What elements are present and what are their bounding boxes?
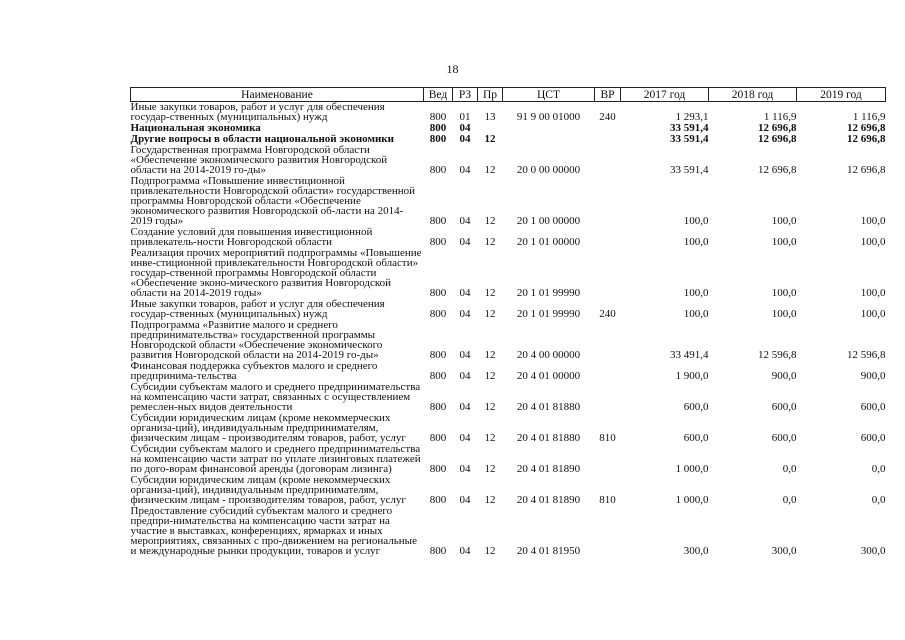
header-pr: Пр [478, 88, 503, 102]
table-row [131, 102, 886, 124]
row-pr: 12 [484, 287, 496, 299]
row-2018: 12 696,8 [758, 122, 797, 134]
row-vr [595, 227, 621, 248]
row-ved: 800 [429, 370, 447, 382]
row-cst: 20 1 01 99990 [516, 308, 581, 320]
row-pr: 12 [484, 401, 496, 413]
row-2018: 100,0 [771, 287, 797, 299]
row-cst: 20 4 01 81950 [516, 545, 581, 557]
header-name: Наименование [131, 88, 424, 102]
row-cst: 20 1 01 00000 [516, 236, 581, 248]
table-row [131, 248, 886, 299]
row-vr [595, 145, 621, 176]
table-row [131, 413, 886, 444]
row-cst: 20 4 01 81890 [516, 463, 581, 475]
row-ved: 800 [429, 122, 447, 134]
row-name: Субсидии субъектам малого и среднего предпринимательства на компенсацию части затрат, связанных с осуществлением ремеслен-ных видов деятельности [130, 381, 421, 413]
row-pr: 12 [484, 215, 496, 227]
row-name: Финансовая поддержка субъектов малого и среднего предпринима-тельства [130, 360, 378, 382]
header-row [131, 88, 886, 102]
row-rz: 04 [459, 545, 471, 557]
row-vr: 810 [599, 432, 616, 444]
row-name: Государственная программа Новгородской области «Обеспечение экономического развития Новгородской области на 2014-2019 го-ды» [130, 144, 388, 176]
row-cst [503, 134, 595, 145]
row-2018: 0,0 [782, 494, 797, 506]
table-row [131, 475, 886, 506]
row-2017: 100,0 [683, 215, 709, 227]
row-name: Другие вопросы в области национальной экономики [130, 133, 394, 145]
row-name: Иные закупки товаров, работ и услуг для обеспечения государ-ственных (муниципальных) нужд [130, 101, 385, 123]
row-ved: 800 [429, 133, 447, 145]
row-ved: 800 [429, 215, 447, 227]
row-rz: 04 [459, 494, 471, 506]
row-2019: 900,0 [860, 370, 886, 382]
row-rz: 04 [459, 287, 471, 299]
row-pr: 12 [484, 545, 496, 557]
row-2017: 1 900,0 [675, 370, 709, 382]
row-ved: 800 [429, 236, 447, 248]
row-2019: 100,0 [860, 287, 886, 299]
row-2017: 33 491,4 [670, 349, 709, 361]
row-pr: 12 [484, 432, 496, 444]
row-2018: 300,0 [771, 545, 797, 557]
row-ved: 800 [429, 494, 447, 506]
row-ved: 800 [429, 432, 447, 444]
row-2019: 100,0 [860, 308, 886, 320]
row-name: Национальная экономика [130, 122, 261, 134]
row-ved: 800 [429, 545, 447, 557]
row-2018: 100,0 [771, 215, 797, 227]
row-2017: 33 591,4 [670, 122, 709, 134]
row-ved: 800 [429, 349, 447, 361]
row-2019: 100,0 [860, 215, 886, 227]
row-pr: 12 [484, 370, 496, 382]
row-ved: 800 [429, 111, 447, 123]
row-2017: 100,0 [683, 308, 709, 320]
row-cst: 20 4 01 00000 [516, 370, 581, 382]
table-row [131, 506, 886, 557]
row-2017: 1 000,0 [675, 463, 709, 475]
row-ved: 800 [429, 401, 447, 413]
row-rz: 04 [459, 164, 471, 176]
row-pr: 12 [484, 308, 496, 320]
row-ved: 800 [429, 463, 447, 475]
header-rz: РЗ [453, 88, 478, 102]
header-2017: 2017 год [621, 88, 709, 102]
row-rz: 04 [459, 308, 471, 320]
table-row [131, 299, 886, 320]
row-2019: 1 116,9 [852, 111, 886, 123]
row-rz: 04 [459, 370, 471, 382]
row-2019: 100,0 [860, 236, 886, 248]
row-vr [595, 123, 621, 134]
row-2018: 12 696,8 [758, 164, 797, 176]
row-2017: 300,0 [683, 545, 709, 557]
row-vr [595, 361, 621, 382]
row-rz: 04 [459, 432, 471, 444]
row-ved: 800 [429, 308, 447, 320]
row-2017: 33 591,4 [670, 133, 709, 145]
row-2018: 12 696,8 [758, 133, 797, 145]
row-2019: 0,0 [871, 463, 886, 475]
table-row [131, 444, 886, 475]
row-2018: 600,0 [771, 432, 797, 444]
header-2019: 2019 год [797, 88, 886, 102]
row-vr [595, 134, 621, 145]
row-2019: 0,0 [871, 494, 886, 506]
row-2018: 12 596,8 [758, 349, 797, 361]
row-2017: 1 000,0 [675, 494, 709, 506]
row-ved: 800 [429, 164, 447, 176]
row-vr: 240 [599, 308, 616, 320]
row-rz: 04 [459, 463, 471, 475]
header-cst: ЦСТ [503, 88, 595, 102]
row-rz: 04 [459, 122, 471, 134]
row-pr: 12 [484, 133, 496, 145]
row-rz: 01 [459, 111, 471, 123]
row-ved: 800 [429, 287, 447, 299]
row-2018: 100,0 [771, 308, 797, 320]
row-pr: 12 [484, 349, 496, 361]
header-2018: 2018 год [709, 88, 797, 102]
row-vr [595, 248, 621, 299]
row-name: Предоставление субсидий субъектам малого и среднего предпри-нимательства на компенсацию части затрат на участие в выставках, конференциях, ярмарках и иных мероприятиях, связанных с про-движением на региональные и международные рынки продукции, товаров и услуг [130, 505, 417, 557]
row-pr: 13 [484, 111, 496, 123]
header-vr: ВР [595, 88, 621, 102]
row-name: Подпрограмма «Развитие малого и среднего предпринимательства» государственной программы Новгородской области «Обеспечение экономического развития Новгородской области на 2014-2019 го-ды» [130, 319, 383, 361]
row-name: Создание условий для повышения инвестиционной привлекатель-ности Новгородской области [130, 226, 373, 248]
row-name: Субсидии субъектам малого и среднего предпринимательства на компенсацию части затрат по уплате лизинговых платежей по дого-ворам финансовой аренды (договорам лизинга) [130, 443, 421, 475]
header-ved: Вед [424, 88, 453, 102]
table-row [131, 227, 886, 248]
row-2018: 600,0 [771, 401, 797, 413]
row-2019: 12 596,8 [847, 349, 886, 361]
row-2018: 1 116,9 [763, 111, 797, 123]
table-row [131, 361, 886, 382]
table-row [131, 382, 886, 413]
table-row [131, 320, 886, 361]
row-cst: 20 1 00 00000 [516, 215, 581, 227]
row-2018: 100,0 [771, 236, 797, 248]
row-cst: 91 9 00 01000 [516, 111, 581, 123]
row-vr: 810 [599, 494, 616, 506]
row-2018: 0,0 [782, 463, 797, 475]
row-rz: 04 [459, 401, 471, 413]
row-vr [595, 176, 621, 227]
row-pr: 12 [484, 164, 496, 176]
row-cst: 20 4 01 81880 [516, 432, 581, 444]
row-2017: 100,0 [683, 236, 709, 248]
page-number: 18 [446, 62, 459, 76]
row-2017: 100,0 [683, 287, 709, 299]
row-2018: 900,0 [771, 370, 797, 382]
row-vr [595, 320, 621, 361]
row-pr: 12 [484, 463, 496, 475]
row-cst: 20 4 00 00000 [516, 349, 581, 361]
row-name: Субсидии юридическим лицам (кроме некоммерческих организа-ций), индивидуальным предпринимателям, физическим лицам - производителям товаров, работ, услуг [130, 412, 406, 444]
table-row [131, 176, 886, 227]
row-cst: 20 0 00 00000 [516, 164, 581, 176]
row-2017: 600,0 [683, 401, 709, 413]
row-2019: 12 696,8 [847, 122, 886, 134]
row-2017: 1 293,1 [675, 111, 709, 123]
table-row [131, 145, 886, 176]
row-cst [503, 123, 595, 134]
row-cst: 20 4 01 81890 [516, 494, 581, 506]
row-vr: 240 [599, 111, 616, 123]
row-name: Подпрограмма «Повышение инвестиционной привлекательности Новгородской области» государственной программы Новгородской области «Обеспечение экономического развития Новгородской об-ласти на 2014-2019 годы» [130, 175, 416, 227]
row-vr [595, 444, 621, 475]
row-2019: 600,0 [860, 432, 886, 444]
row-name: Иные закупки товаров, работ и услуг для обеспечения государ-ственных (муниципальных) нужд [130, 298, 385, 320]
row-rz: 04 [459, 349, 471, 361]
row-rz: 04 [459, 236, 471, 248]
row-cst: 20 4 01 81880 [516, 401, 581, 413]
row-vr [595, 506, 621, 557]
row-2019: 12 696,8 [847, 133, 886, 145]
row-rz: 04 [459, 133, 471, 145]
row-cst: 20 1 01 99990 [516, 287, 581, 299]
row-2017: 600,0 [683, 432, 709, 444]
row-2019: 12 696,8 [847, 164, 886, 176]
row-2019: 600,0 [860, 401, 886, 413]
row-pr: 12 [484, 494, 496, 506]
row-vr [595, 382, 621, 413]
row-name: Субсидии юридическим лицам (кроме некоммерческих организа-ций), индивидуальным предпринимателям, физическим лицам - производителям товаров, работ, услуг [130, 474, 406, 506]
row-pr: 12 [484, 236, 496, 248]
budget-table [130, 87, 886, 557]
row-2017: 33 591,4 [670, 164, 709, 176]
row-rz: 04 [459, 215, 471, 227]
row-name: Реализация прочих мероприятий подпрограммы «Повышение инве-стиционной привлекательности Новгородской области» государ-ственной программы Новгородской области «Обеспечение эконо-мического развития Новгородской области на 2014-2019 годы» [130, 247, 422, 299]
row-2019: 300,0 [860, 545, 886, 557]
